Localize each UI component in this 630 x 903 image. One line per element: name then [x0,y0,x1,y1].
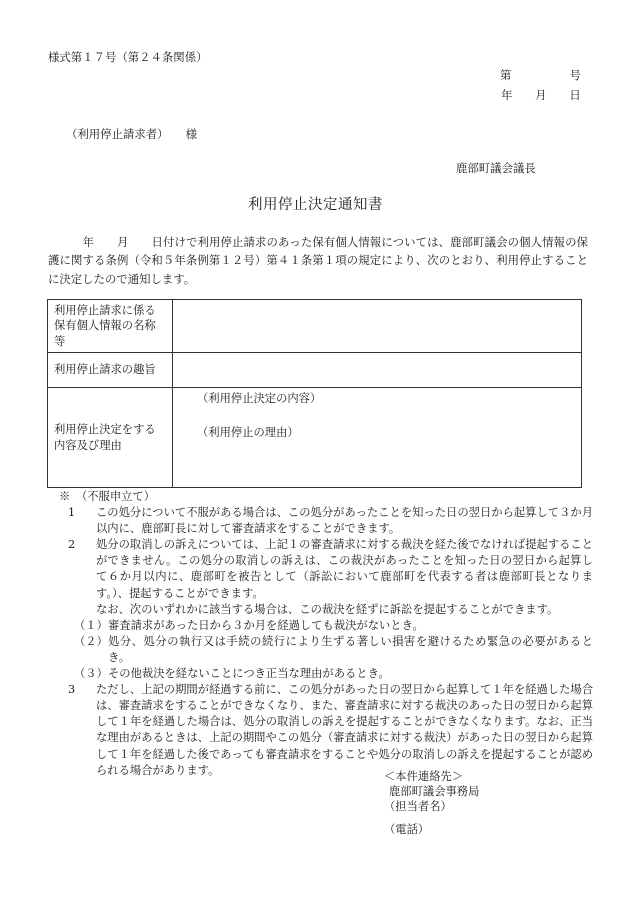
exception-item-3 [48,666,593,682]
note-item-3 [48,682,593,779]
exception-item-2 [48,634,593,666]
info-name-value [173,300,582,353]
notes-heading: ※ （不服申立て） [59,490,156,503]
note-text: 処分の取消しの訴えについては、上記１の審査請求に対する裁決を経た後でなければ提起することができません。この処分の取消しの訴えは、この裁決があったことを知った日の翌日から起算して６か月以内に、鹿部町を被告として（訴訟において鹿部町を代表する者は鹿部町長となります。）、提起することができます。 [96,538,593,600]
form-number: 様式第１７号（第２４条関係） [48,50,208,64]
exception-text: 審査請求があった日から３か月を経過しても裁決がないとき。 [108,618,424,632]
exception-number: （２） [74,634,108,648]
contact-heading: ＜本件連絡先＞ [384,770,464,783]
exception-text: 処分、処分の執行又は手続の続行により生ずる著しい損害を避けるため緊急の必要があるとき。 [108,634,593,664]
exception-number: （３） [74,667,108,681]
exception-intro: なお、次のいずれかに該当する場合は、この裁決を経ずに訴訟を提起することができます。 [96,602,559,616]
table-row [48,353,582,388]
contact-phone: （電話） [384,823,430,836]
exception-item-1 [48,618,593,634]
date-label: 年 月 日 [501,88,581,102]
decision-content-cell [173,388,582,488]
exception-number: （１） [74,618,108,632]
contact-office: 鹿部町議会事務局 [389,785,480,798]
addressee: （利用停止請求者） 様 [66,127,197,141]
table-row [48,388,582,488]
decision-reason-caption: （利用停止の理由） [197,425,299,439]
appeal-notes [48,489,593,779]
note-text: ただし、上記の期間が経過する前に、この処分があった日の翌日から起算して１年を経過した場合は、審査請求をすることができなくなり、また、審査請求に対する裁決のあった日の翌日から起算して１年を経過した場合は、処分の取消しの訴えを提起することができなくなります。なお、正当な理由があるときは、上記の期間やこの処分（審査請求に対する裁決）があった日の翌日から起算して１年を経過した後であっても審査請求をすることや処分の取消しの訴えを提起することが認められる場合があります。 [96,683,593,777]
table-row [48,300,582,353]
request-purpose-label: 利用停止請求の趣旨 [48,353,173,388]
note-number: 1 [68,506,76,520]
page-title: 利用停止決定通知書 [248,197,383,213]
sender: 鹿部町議会議長 [456,161,536,175]
note-number: 2 [68,538,76,552]
request-purpose-value [173,353,582,388]
decision-content-caption: （利用停止決定の内容） [197,392,322,405]
note-item-1 [48,505,593,537]
note-number: 3 [68,683,76,697]
note-item-2 [48,537,593,601]
exception-text: その他裁決を経ないことにつき正当な理由があるとき。 [108,667,390,681]
intro-paragraph: 年 月 日付けで利用停止請求のあった保有個人情報については、鹿部町議会の個人情報の保護に関する条例（令和５年条例第１２号）第４１条第１項の規定により、次のとおり、利用停止することに決定したので通知します。 [48,235,588,286]
document-number-label: 第 号 [500,68,582,82]
note-text: この処分について不服がある場合は、この処分があったことを知った日の翌日から起算して３か月以内に、鹿部町長に対して審査請求をすることができます。 [96,506,593,536]
decision-content-label: 利用停止決定をする内容及び理由 [48,388,173,488]
contact-person: （担当者名） [384,800,452,813]
info-name-label: 利用停止請求に係る保有個人情報の名称等 [48,300,173,353]
decision-table [47,299,582,488]
